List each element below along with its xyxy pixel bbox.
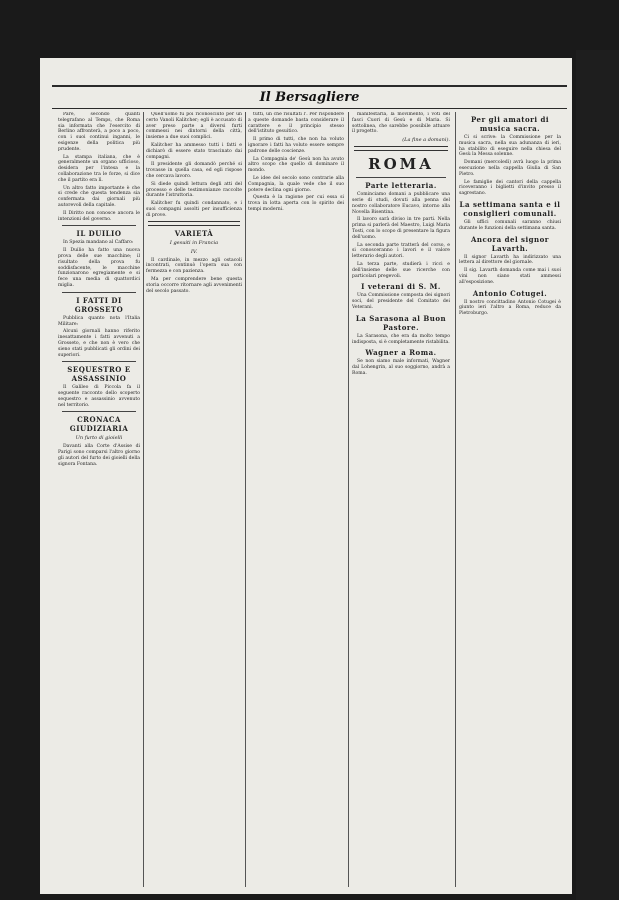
article-paragraph: Kalitcher fu quindi condannato, e i suoi compagni assolti per insufficienza di prove. — [146, 201, 242, 218]
article-paragraph: Il presidente gli domandò perché si trovasse in quella casa, ed egli rispose che cercava lavoro. — [146, 162, 242, 179]
section-subheading: Un furto di gioielli — [75, 435, 123, 442]
top-rule — [52, 85, 567, 87]
article-paragraph: Il cardinale, in mezzo agli ostacoli incontrati, continuò l'opera sua con fermezza e con pazienza. — [146, 257, 242, 275]
article-paragraph: Kalitcher ha ammesso tutti i fatti e dichiarò di essere stato trascinato dai compagni. — [146, 142, 242, 160]
section-heading: Parte letteraria. — [365, 181, 437, 191]
article-paragraph: Il Duilio ha fatto una nuova prova delle sue macchine; il risultato della prova fu soddisfacente, le macchine funzionarono egregiamente e si fece una media di quattordici miglia. — [58, 248, 140, 288]
section-heading: SEQUESTRO E ASSASSINIO — [67, 365, 131, 384]
section-heading: Wagner a Roma. — [365, 348, 437, 358]
section-heading: La Sarasona al Buon Pastore. — [355, 313, 447, 332]
article-paragraph: La Compagnia de' Gesù non ha avuto altro scopo che quello di dominare il mondo. — [248, 156, 344, 174]
article-paragraph: Si diede quindi lettura degli atti del processo e delle testimonianze raccolte durante l'istruttoria. — [146, 181, 242, 199]
article-paragraph: Il Galileo di Piccola fa il seguente racconto dello scoperto sequestro e assassinio avvenuto nel territorio. — [58, 385, 140, 408]
article-paragraph: In Spezia mandano al Caffaro: — [63, 240, 134, 246]
masthead-rule — [52, 108, 567, 109]
section-heading: I FATTI DI GROSSETO — [74, 295, 124, 314]
article-paragraph: Davanti alla Corte d'Assise di Parigi sono comparsi l'altro giorno gli autori del furto dei gioielli della signora Fontana. — [58, 444, 140, 467]
section-subheading: I gesuiti in Francia — [169, 239, 219, 246]
column-4 — [352, 112, 450, 887]
section-heading: La settimana santa e il consiglieri comunali. — [459, 199, 561, 218]
section-rule — [62, 225, 136, 226]
article-paragraph: Questa è la ragione per cui essa si trova in lotta aperta con lo spirito dei tempi moderni. — [248, 195, 344, 212]
article-paragraph: La Sarasona, che era da molto tempo indisposta, si è completamente ristabilita. — [352, 333, 450, 345]
section-heading: CRONACA GIUDIZIARIA — [69, 415, 129, 434]
article-paragraph: Il lavoro sarà diviso in tre parti. Nella prima si parlerà del Maestro, Luigi Maria Tosti, con lo scopo di presentare la figura dell'uomo. — [352, 217, 450, 240]
scan-border — [576, 50, 619, 900]
article-paragraph: Ma per comprendere bene questa storia occorre ritornare agli avvenimenti del secolo passato. — [146, 276, 242, 294]
article-paragraph: Il primo di tutti, che non ha voluto ignorare i fatti ha voluto essere sempre padrone delle coscienze. — [248, 137, 344, 154]
article-paragraph: Quell'uomo fu poi riconosciuto per un certo Vanoli Kalitcher; egli è accusato di aver preso parte a diversi furti commessi nei dintorni della città, insieme a due suoi complici. — [146, 112, 242, 141]
double-rule — [354, 146, 448, 151]
article-paragraph: Il Diritto non conosce ancora le intenzioni del governo. — [58, 210, 140, 222]
article-paragraph: manifestarla, la movimento, i voti del fasci Cuori di Gesù e di Maria. Si sottolinea, che sarebbe possibile attuare il progetto. — [352, 112, 450, 135]
article-paragraph: Il sig. Lavarth domanda come mai i suoi vini non siano stati ammessi all'esposizione. — [459, 268, 561, 285]
double-rule — [148, 221, 240, 226]
column-separator — [245, 112, 246, 887]
section-heading: Antonio Cotugei. — [472, 288, 548, 298]
column-5 — [459, 112, 561, 887]
article-paragraph: Pare, secondo quanti telegrafano al Temps, che Roma sia informata che l'esercito di Berlino affronterà, a poco a poco, con i suoi continui inganni, le esigenze della politica più prudente. — [58, 112, 140, 152]
column-3 — [248, 112, 344, 887]
column-separator — [348, 112, 349, 887]
section-title-roma: ROMA — [368, 155, 434, 174]
article-paragraph: Il nostro concittadino Antonio Cotugei è giunto ieri l'altro a Roma, reduce da Pietroburgo. — [459, 299, 561, 317]
article-paragraph: Le idee del secolo sono contrarie alla Compagnia, la quale vede che il suo potere declina ogni giorno. — [248, 175, 344, 193]
column-separator — [143, 112, 144, 887]
column-2 — [146, 112, 242, 887]
section-heading: IL DUILIO — [76, 229, 122, 239]
section-rule — [62, 292, 136, 293]
section-heading: I veterani di S. M. — [361, 282, 441, 292]
article-paragraph: Una Commissione composta dei signori soci, del presidente del Comitato dei Veterani. — [352, 293, 450, 310]
section-rule — [62, 411, 136, 412]
article-paragraph: La stampa italiana, che è generalmente un organo ufficioso, desidera per l'intesa e la collaborazione tra le forze, si dice che il partito era lì. — [58, 154, 140, 183]
section-heading: Per gli amatori di musica sacra. — [470, 115, 550, 133]
column-1 — [58, 112, 140, 887]
article-paragraph: Ci si scrive: la Commissione per la musica sacra, nella sua adunanza di ieri, ha stabilito di eseguire nella chiesa del Gesù la Messa solenne. — [459, 135, 561, 158]
article-paragraph: tutti, un che risultati l'. Per rispondere a queste domande basta considerare il carattere e il principio stesso dell'istituto gesuitico. — [248, 112, 344, 135]
article-paragraph: La terza parte, studierà i ricci e dell'insieme delle sue ricerche con particolari pregevoli. — [352, 261, 450, 279]
article-paragraph: Se non siamo male informati, Wagner dal Lohengrin, al suo soggiorno, andrà a Roma. — [352, 359, 450, 376]
article-paragraph: Gli uffici comunali saranno chiusi durante le funzioni della settimana santa. — [459, 219, 561, 231]
section-rule — [356, 177, 446, 178]
article-signature: (La fine a domani). — [402, 137, 450, 144]
article-paragraph: La seconda parte tratterà del corso, e si conosceranno i lavori e il valore letterario degli autori. — [352, 242, 450, 260]
masthead: Il Bersagliere — [259, 90, 360, 105]
column-separator — [455, 112, 456, 887]
article-paragraph: Alcuni giornali hanno riferito inesattamente i fatti avvenuti a Grosseto, e che non è vero che sieno stati pubblicati gli ordini dei superiori. — [58, 329, 140, 358]
article-paragraph: Cominciamo domani a pubblicare una serie di studi, dovuti alla penna del nostro collaboratore Eucavo, intorno alla Novella Bisentina. — [352, 192, 450, 215]
article-paragraph: Un altro fatto importante è che si crede che questa tendenza sia confermata dai giornali più autorevoli della capitale. — [58, 185, 140, 208]
section-number: IV. — [190, 248, 198, 255]
article-paragraph: Domani (mercoledì) avrà luogo la prima esecuzione nella cappella Giulia di San Pietro. — [459, 160, 561, 177]
article-paragraph: Il signor Lavarth ha indirizzato una lettera al direttore del giornale. — [459, 254, 561, 266]
article-paragraph: Le famiglie dei cantori della cappella riceveranno i biglietti d'invito presso il sagrestano. — [459, 179, 561, 197]
article-paragraph: Pubblica quanto nota l'Italia Militare: — [58, 315, 140, 327]
section-heading: Ancora del signor Lavarth. — [471, 234, 549, 253]
section-rule — [62, 361, 136, 362]
section-heading: VARIETÀ — [174, 228, 214, 238]
